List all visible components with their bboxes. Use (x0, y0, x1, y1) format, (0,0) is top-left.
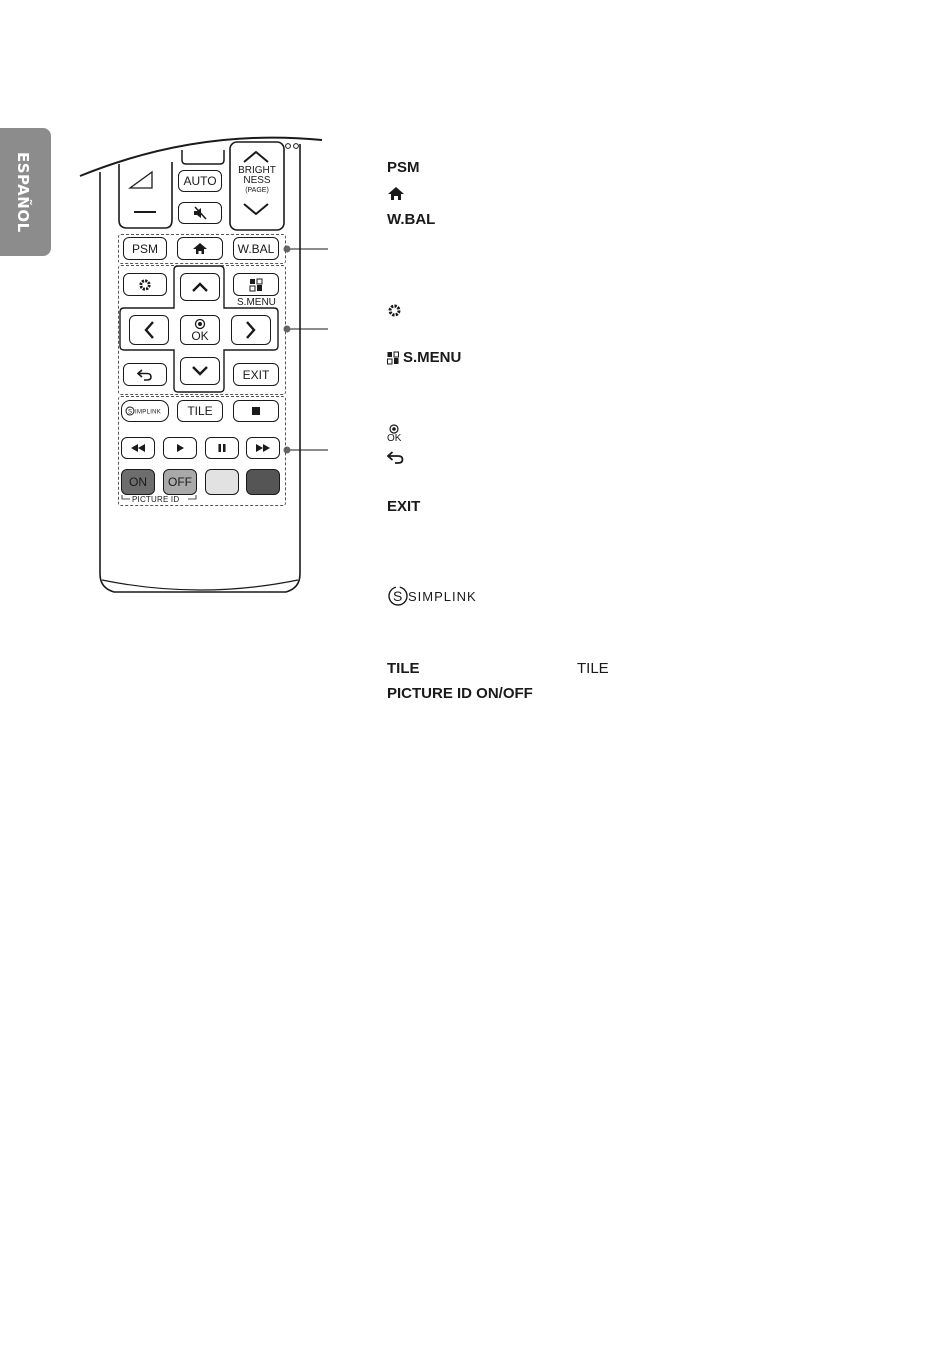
smenu-icon (387, 351, 399, 365)
wbal-button[interactable]: W.BAL (233, 237, 279, 260)
smenu-icon (249, 278, 263, 292)
smenu-button[interactable] (233, 273, 279, 296)
auto-button[interactable]: AUTO (178, 170, 222, 192)
chevron-right-icon (245, 320, 257, 340)
picture-id-label: PICTURE ID (132, 495, 180, 504)
remote-control-illustration (78, 128, 340, 608)
chevron-down-icon (191, 365, 209, 377)
back-arrow-icon (137, 369, 153, 381)
simplink-logo-icon (387, 584, 487, 608)
chevron-left-icon (143, 320, 155, 340)
psm-button[interactable]: PSM (123, 237, 167, 260)
exit-button[interactable]: EXIT (233, 363, 279, 386)
back-button[interactable] (123, 363, 167, 386)
left-button[interactable] (129, 315, 169, 345)
back-arrow-icon (387, 451, 404, 465)
svg-text:SIMPLINK: SIMPLINK (408, 589, 477, 604)
desc-simplink (387, 584, 487, 612)
picture-id-off-button[interactable]: OFF (163, 469, 197, 495)
mute-button[interactable] (178, 202, 222, 224)
color-button-dark[interactable] (246, 469, 280, 495)
rewind-button[interactable] (121, 437, 155, 459)
play-button[interactable] (163, 437, 197, 459)
home-icon (192, 242, 208, 255)
ok-button[interactable]: OK (180, 315, 220, 345)
tile-button[interactable]: TILE (177, 400, 223, 422)
desc-ok: OK (387, 424, 401, 443)
down-button[interactable] (180, 357, 220, 385)
svg-text:S: S (393, 588, 403, 604)
gear-icon (387, 303, 402, 318)
right-button[interactable] (231, 315, 271, 345)
picture-id-on-button[interactable]: ON (121, 469, 155, 495)
simplink-logo-icon (125, 406, 165, 416)
up-button[interactable] (180, 273, 220, 301)
stop-icon (251, 406, 261, 416)
desc-smenu: S.MENU (387, 349, 461, 366)
gear-icon (138, 278, 152, 292)
desc-psm: PSM (387, 159, 420, 176)
desc-home (387, 186, 405, 201)
svg-text:IMPLINK: IMPLINK (135, 409, 162, 416)
simplink-button[interactable] (121, 400, 169, 422)
desc-picture-id: PICTURE ID ON/OFF (387, 685, 533, 702)
language-tab (0, 128, 51, 256)
stop-button[interactable] (233, 400, 279, 422)
desc-wbal: W.BAL (387, 211, 436, 228)
desc-tile-note: TILE (577, 660, 609, 677)
smenu-label: S.MENU (237, 297, 276, 308)
language-tab-label: ESPAÑOL (14, 152, 32, 233)
desc-settings (387, 303, 402, 318)
brightness-label: BRIGHT NESS (PAGE) (238, 165, 276, 194)
home-icon (387, 186, 405, 201)
home-button[interactable] (177, 237, 223, 260)
fast-forward-button[interactable] (246, 437, 280, 459)
rewind-icon (130, 443, 146, 453)
pause-icon (217, 443, 227, 453)
desc-exit: EXIT (387, 498, 421, 515)
pause-button[interactable] (205, 437, 239, 459)
mute-icon (192, 206, 208, 220)
play-icon (175, 443, 185, 453)
desc-back (387, 451, 404, 465)
fast-forward-icon (255, 443, 271, 453)
color-button-light[interactable] (205, 469, 239, 495)
svg-text:S: S (128, 409, 133, 416)
chevron-up-icon (191, 281, 209, 293)
settings-button[interactable] (123, 273, 167, 296)
desc-tile: TILE (387, 660, 420, 677)
